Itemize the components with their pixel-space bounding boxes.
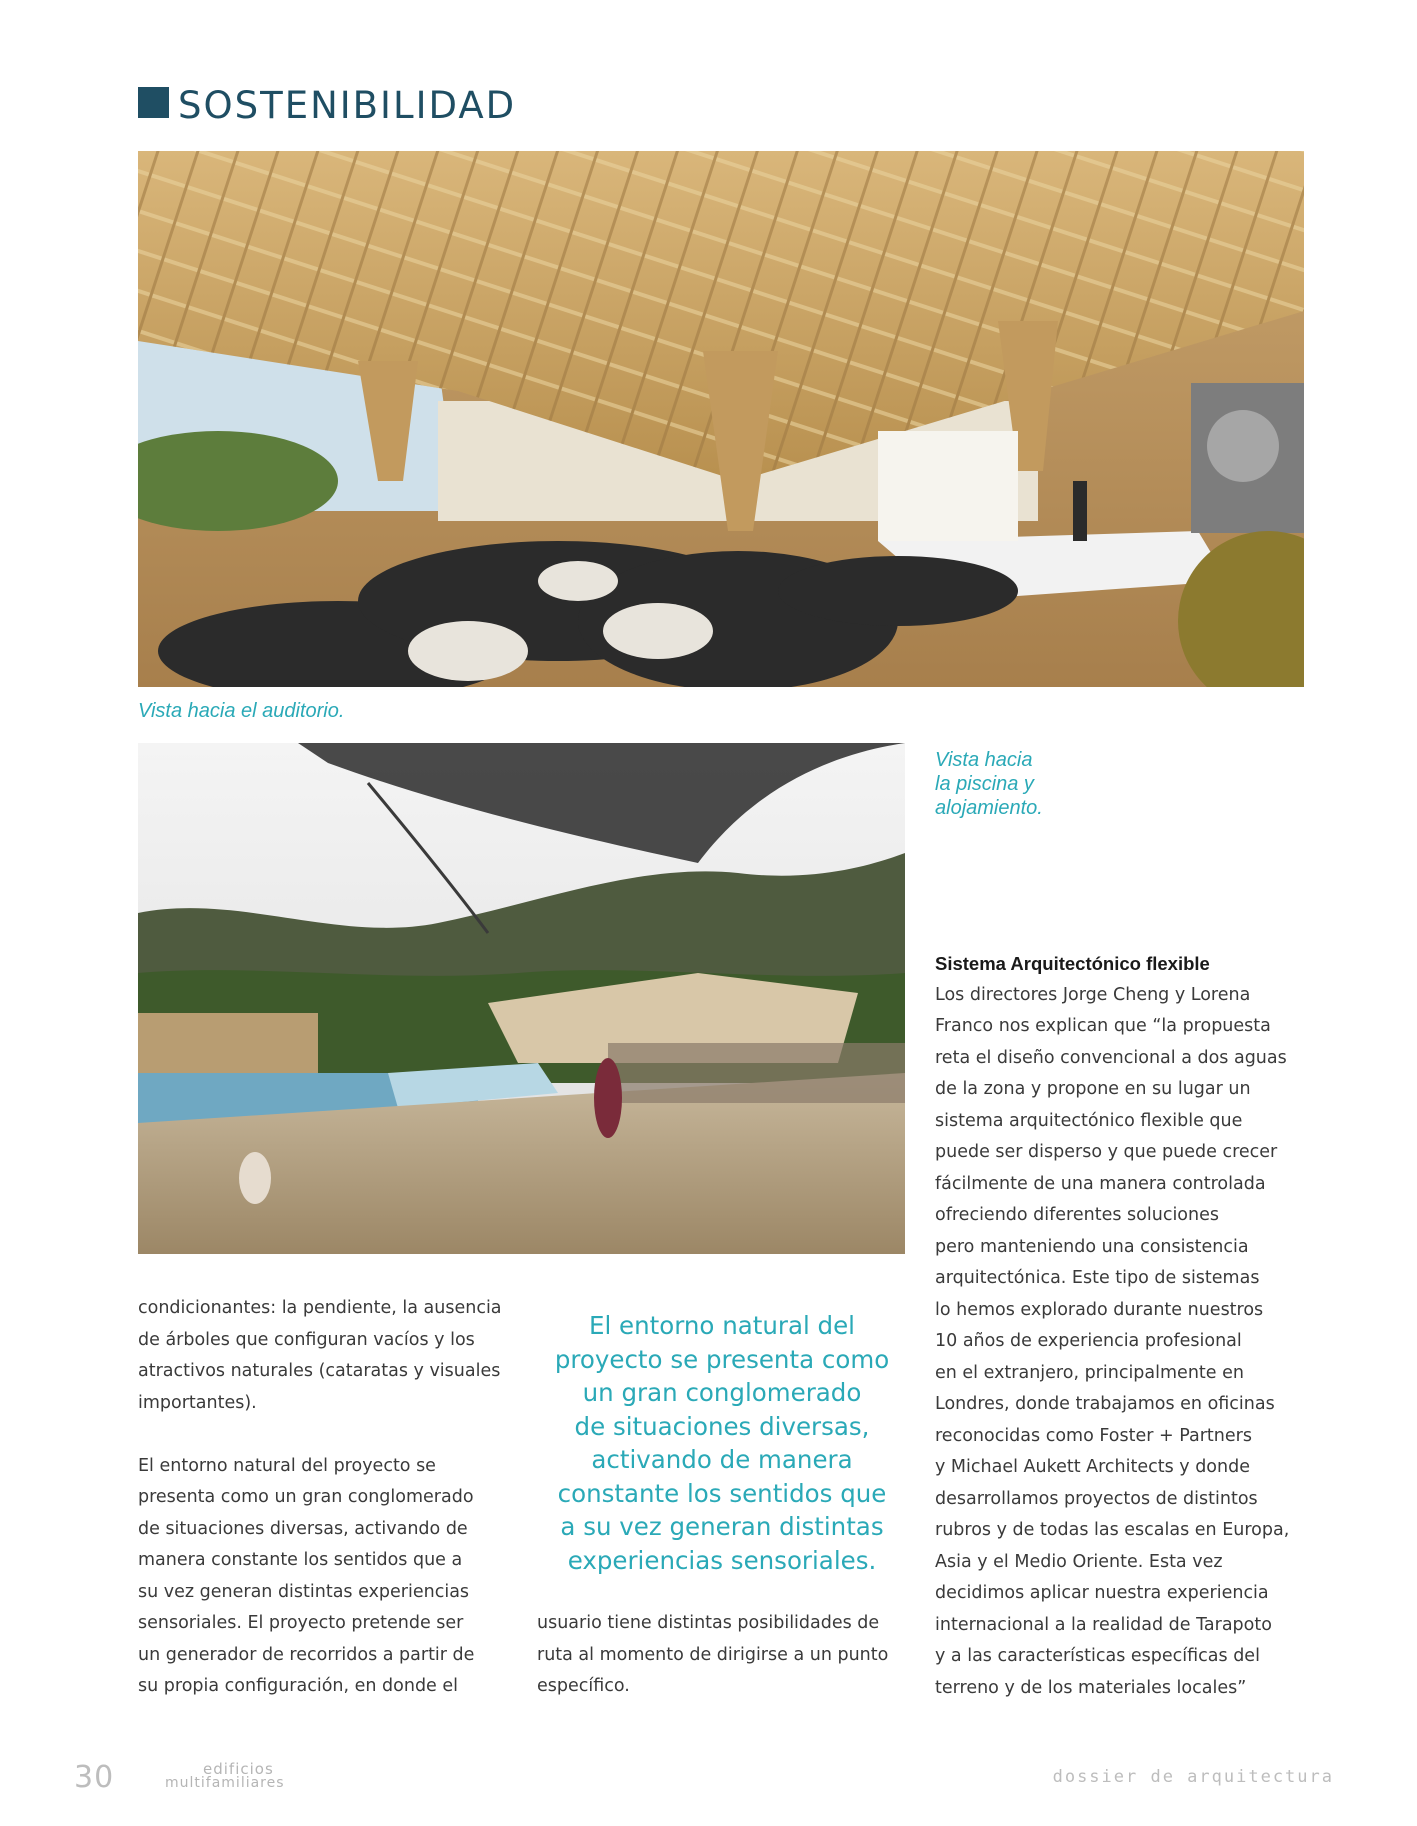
text-line: Franco nos explican que “la propuesta	[935, 1016, 1271, 1036]
pool-caption-line: Vista hacia	[935, 749, 1033, 771]
text-line: un generador de recorridos a partir de	[138, 1644, 475, 1665]
text-line: importantes).	[138, 1392, 257, 1413]
text-line: y Michael Aukett Architects y donde	[935, 1457, 1250, 1477]
text-line: de situaciones diversas, activando de	[138, 1518, 468, 1539]
text-line: decidimos aplicar nuestra experiencia	[935, 1583, 1269, 1603]
text-line: arquitectónica. Este tipo de sistemas	[935, 1268, 1260, 1288]
magazine-logo	[165, 1762, 285, 1790]
text-line: Los directores Jorge Cheng y Lorena	[935, 984, 1251, 1005]
text-line: El entorno natural del proyecto se	[138, 1455, 436, 1476]
section-title: SOSTENIBILIDAD	[178, 84, 517, 127]
text-line: lo hemos explorado durante nuestros	[935, 1299, 1264, 1320]
text-line: terreno y de los materiales locales”	[935, 1677, 1247, 1698]
pool-caption-line: la piscina y	[935, 773, 1034, 795]
text-line: sensoriales. El proyecto pretende ser	[138, 1613, 464, 1633]
text-line: reconocidas como Foster + Partners	[935, 1425, 1252, 1446]
text-line: usuario tiene distintas posibilidades de	[537, 1613, 880, 1633]
pull-quote-line: El entorno natural del	[588, 1311, 855, 1340]
text-line: rubros y de todas las escalas en Europa,	[935, 1520, 1290, 1540]
text-line: atractivos naturales (cataratas y visuales	[138, 1361, 501, 1381]
text-line: de la zona y propone en su lugar un	[935, 1079, 1251, 1099]
text-line: reta el diseño convencional a dos aguas	[935, 1047, 1287, 1068]
pull-quote-line: un gran conglomerado	[582, 1378, 862, 1407]
pull-quote	[537, 1309, 907, 1577]
text-line: condicionantes: la pendiente, la ausencia	[138, 1298, 502, 1318]
text-line: y a las características específicas del	[935, 1646, 1260, 1666]
pull-quote-line: experiencias sensoriales.	[567, 1545, 877, 1575]
text-line: puede ser disperso y que puede crecer	[935, 1142, 1278, 1162]
paragraph	[138, 1293, 508, 1419]
pull-quote-line: proyecto se presenta como	[554, 1344, 890, 1374]
subsection-heading: Sistema Arquitectónico flexible	[935, 953, 1210, 974]
left-column-text	[138, 1293, 508, 1703]
pull-quote-line: constante los sentidos que	[557, 1478, 887, 1508]
section-marker-square	[138, 87, 169, 118]
text-line: Asia y el Medio Oriente. Esta vez	[935, 1551, 1223, 1572]
text-line: desarrollamos proyectos de distintos	[935, 1488, 1258, 1509]
right-column-text	[935, 948, 1305, 1704]
pool-caption	[935, 748, 1135, 820]
pull-quote-line: a su vez generan distintas	[560, 1512, 884, 1541]
text-line: internacional a la realidad de Tarapoto	[935, 1614, 1272, 1635]
pool-photo	[138, 743, 905, 1254]
text-line: pero manteniendo una consistencia	[935, 1236, 1249, 1257]
text-line: presenta como un gran conglomerado	[138, 1487, 474, 1507]
pull-quote-line: activando de manera	[591, 1445, 853, 1474]
section-footer-label: dossier de arquitectura	[1052, 1767, 1334, 1787]
text-line: Londres, donde trabajamos en oficinas	[935, 1394, 1275, 1414]
text-line: su vez generan distintas experiencias	[138, 1581, 470, 1602]
text-line: su propia configuración, en donde el	[138, 1676, 459, 1696]
text-line: sistema arquitectónico flexible que	[935, 1110, 1243, 1131]
auditorium-caption: Vista hacia el auditorio.	[138, 700, 345, 722]
magazine-logo-line2: multifamiliares	[165, 1775, 285, 1791]
middle-column-text	[537, 1608, 907, 1703]
text-line: de árboles que configuran vacíos y los	[138, 1329, 475, 1350]
text-line: ofreciendo diferentes soluciones	[935, 1205, 1219, 1225]
pool-caption-line: alojamiento.	[935, 797, 1043, 819]
paragraph	[138, 1451, 508, 1703]
text-line: manera constante los sentidos que a	[138, 1550, 463, 1570]
text-line: en el extranjero, principalmente en	[935, 1362, 1244, 1383]
text-line: 10 años de experiencia profesional	[935, 1331, 1242, 1351]
magazine-logo-line1: edificios	[203, 1760, 274, 1778]
auditorium-photo	[138, 151, 1304, 687]
text-line: específico.	[537, 1676, 630, 1696]
text-line: fácilmente de una manera controlada	[935, 1173, 1266, 1194]
text-line: ruta al momento de dirigirse a un punto	[537, 1644, 889, 1665]
pull-quote-line: de situaciones diversas,	[574, 1411, 870, 1441]
page-number: 30	[74, 1760, 115, 1795]
